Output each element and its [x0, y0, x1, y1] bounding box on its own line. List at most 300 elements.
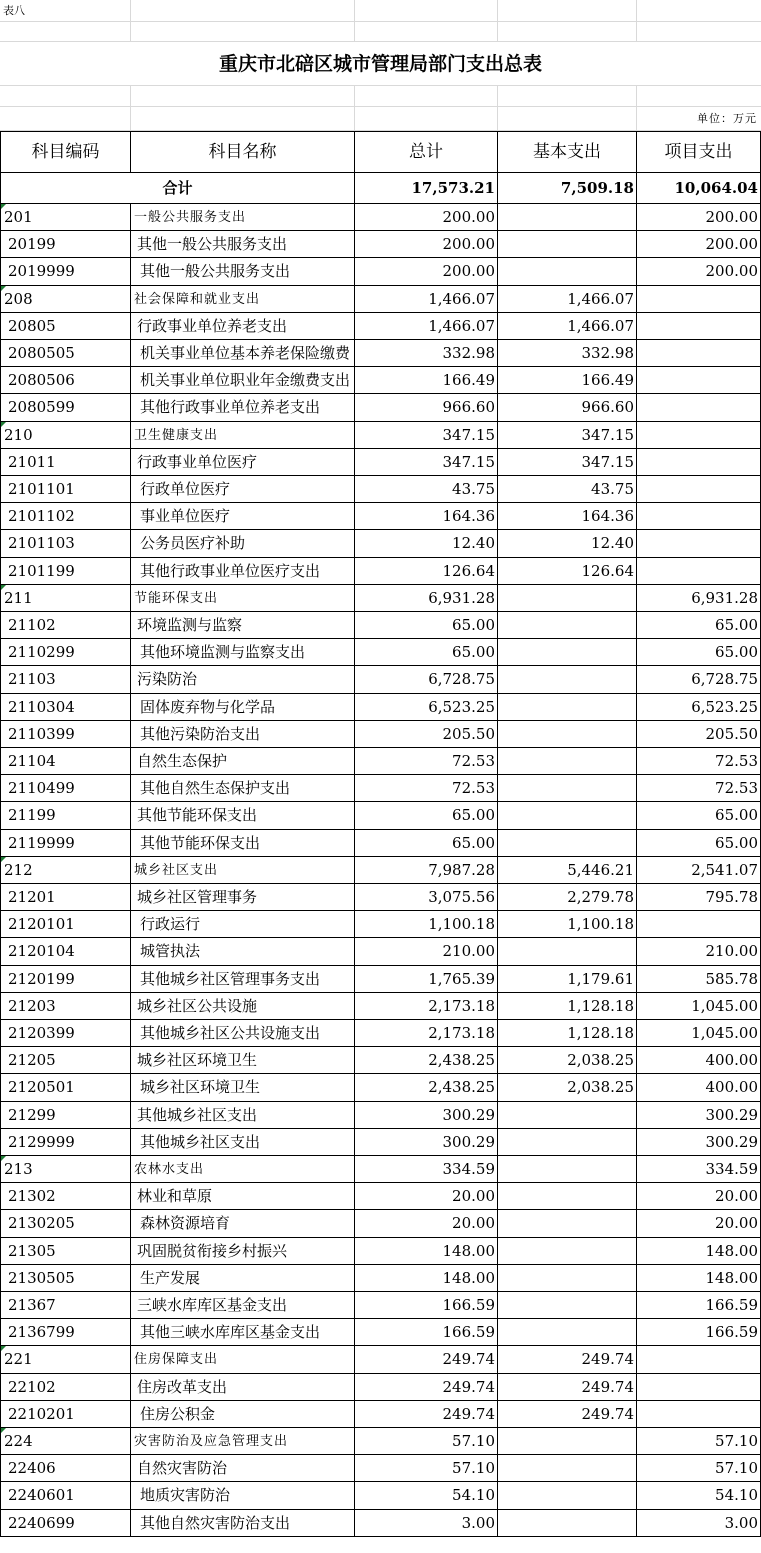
basic-amount: 164.36 — [498, 503, 637, 529]
table-row — [0, 1482, 761, 1509]
subject-code: 2080599 — [0, 394, 131, 420]
basic-amount — [498, 1482, 637, 1508]
subject-code: 21201 — [0, 884, 131, 910]
table-row — [0, 966, 761, 993]
table-number: 表八 — [0, 0, 131, 21]
subject-code: 2120101 — [0, 911, 131, 937]
total-amount: 300.29 — [355, 1102, 498, 1128]
table-row — [0, 1210, 761, 1237]
subject-name: 生产发展 — [131, 1265, 355, 1291]
subject-name: 机关事业单位基本养老保险缴费 — [131, 340, 355, 366]
total-amount: 200.00 — [355, 204, 498, 230]
total-amount: 1,765.39 — [355, 966, 498, 992]
project-amount: 2,541.07 — [637, 857, 761, 883]
subject-code: 21102 — [0, 612, 131, 638]
table-row — [0, 748, 761, 775]
project-amount: 20.00 — [637, 1183, 761, 1209]
subject-code: 2120399 — [0, 1020, 131, 1046]
table-row — [0, 1292, 761, 1319]
table-row — [0, 1129, 761, 1156]
basic-amount: 332.98 — [498, 340, 637, 366]
subject-name: 固体废弃物与化学品 — [131, 694, 355, 720]
subject-name: 其他一般公共服务支出 — [131, 258, 355, 284]
table-row — [0, 775, 761, 802]
total-amount: 2,438.25 — [355, 1047, 498, 1073]
subject-name: 森林资源培育 — [131, 1210, 355, 1236]
subject-name: 行政单位医疗 — [131, 476, 355, 502]
project-amount: 3.00 — [637, 1510, 761, 1536]
project-amount: 795.78 — [637, 884, 761, 910]
basic-amount — [498, 1183, 637, 1209]
project-amount: 72.53 — [637, 775, 761, 801]
project-amount: 57.10 — [637, 1428, 761, 1454]
subject-name: 城乡社区支出 — [131, 857, 355, 883]
subject-name: 农林水支出 — [131, 1156, 355, 1182]
subject-code: 2120501 — [0, 1074, 131, 1100]
table-row — [0, 802, 761, 829]
project-amount — [637, 1346, 761, 1372]
total-amount: 200.00 — [355, 231, 498, 257]
header-total: 总计 — [355, 132, 498, 172]
subject-code: 201 — [0, 204, 131, 230]
project-amount: 148.00 — [637, 1265, 761, 1291]
total-amount: 148.00 — [355, 1238, 498, 1264]
subject-code: 2240699 — [0, 1510, 131, 1536]
table-row — [0, 367, 761, 394]
project-amount: 400.00 — [637, 1047, 761, 1073]
table-row — [0, 857, 761, 884]
basic-amount: 347.15 — [498, 422, 637, 448]
basic-amount: 5,446.21 — [498, 857, 637, 883]
blank-row — [0, 86, 761, 107]
table-row — [0, 721, 761, 748]
subject-name: 其他节能环保支出 — [131, 830, 355, 856]
basic-amount — [498, 666, 637, 692]
subject-name: 其他城乡社区公共设施支出 — [131, 1020, 355, 1046]
subject-code: 2130505 — [0, 1265, 131, 1291]
total-amount: 1,466.07 — [355, 313, 498, 339]
basic-amount — [498, 258, 637, 284]
subject-name: 三峡水库库区基金支出 — [131, 1292, 355, 1318]
basic-amount — [498, 1129, 637, 1155]
project-amount — [637, 340, 761, 366]
basic-amount — [498, 231, 637, 257]
subject-code: 2129999 — [0, 1129, 131, 1155]
total-amount: 1,100.18 — [355, 911, 498, 937]
subject-code: 2101101 — [0, 476, 131, 502]
subject-name: 其他城乡社区支出 — [131, 1102, 355, 1128]
basic-amount — [498, 1455, 637, 1481]
table-row — [0, 476, 761, 503]
unit-row — [0, 107, 761, 131]
subject-code: 221 — [0, 1346, 131, 1372]
total-amount: 300.29 — [355, 1129, 498, 1155]
subject-code: 210 — [0, 422, 131, 448]
basic-amount — [498, 1510, 637, 1536]
project-amount — [637, 1401, 761, 1427]
basic-amount: 2,279.78 — [498, 884, 637, 910]
table-row — [0, 422, 761, 449]
subject-code: 21011 — [0, 449, 131, 475]
header-row — [0, 131, 761, 173]
subject-name: 城乡社区公共设施 — [131, 993, 355, 1019]
project-amount: 300.29 — [637, 1129, 761, 1155]
subject-name: 城乡社区环境卫生 — [131, 1074, 355, 1100]
table-row — [0, 1183, 761, 1210]
basic-amount: 12.40 — [498, 530, 637, 556]
table-row — [0, 394, 761, 421]
project-amount — [637, 422, 761, 448]
header-name: 科目名称 — [131, 132, 355, 172]
total-amount: 65.00 — [355, 612, 498, 638]
basic-amount — [498, 204, 637, 230]
table-row — [0, 1346, 761, 1373]
basic-amount: 166.49 — [498, 367, 637, 393]
total-amount: 164.36 — [355, 503, 498, 529]
table-row — [0, 666, 761, 693]
subject-name: 其他污染防治支出 — [131, 721, 355, 747]
subject-code: 20805 — [0, 313, 131, 339]
subject-name: 其他环境监测与监察支出 — [131, 639, 355, 665]
subject-code: 21299 — [0, 1102, 131, 1128]
basic-amount — [498, 1210, 637, 1236]
total-amount: 17,573.21 — [355, 173, 498, 203]
total-label: 合计 — [0, 173, 355, 203]
table-row — [0, 1074, 761, 1101]
subject-code: 208 — [0, 286, 131, 312]
basic-amount: 1,128.18 — [498, 993, 637, 1019]
total-amount: 2,438.25 — [355, 1074, 498, 1100]
project-amount: 334.59 — [637, 1156, 761, 1182]
total-row — [0, 173, 761, 204]
project-amount: 300.29 — [637, 1102, 761, 1128]
total-amount: 65.00 — [355, 639, 498, 665]
basic-amount: 2,038.25 — [498, 1074, 637, 1100]
table-row — [0, 1047, 761, 1074]
project-amount: 65.00 — [637, 612, 761, 638]
basic-amount: 966.60 — [498, 394, 637, 420]
subject-code: 2110499 — [0, 775, 131, 801]
total-amount: 148.00 — [355, 1265, 498, 1291]
subject-code: 2120199 — [0, 966, 131, 992]
total-amount: 249.74 — [355, 1401, 498, 1427]
total-amount: 126.64 — [355, 558, 498, 584]
project-amount: 1,045.00 — [637, 1020, 761, 1046]
basic-amount: 249.74 — [498, 1374, 637, 1400]
subject-code: 2210201 — [0, 1401, 131, 1427]
basic-amount — [498, 1265, 637, 1291]
subject-name: 社会保障和就业支出 — [131, 286, 355, 312]
total-amount: 334.59 — [355, 1156, 498, 1182]
project-amount: 65.00 — [637, 639, 761, 665]
table-row — [0, 639, 761, 666]
header-basic: 基本支出 — [498, 132, 637, 172]
project-amount — [637, 503, 761, 529]
project-amount: 400.00 — [637, 1074, 761, 1100]
subject-code: 21203 — [0, 993, 131, 1019]
subject-name: 自然灾害防治 — [131, 1455, 355, 1481]
subject-code: 21367 — [0, 1292, 131, 1318]
subject-code: 2130205 — [0, 1210, 131, 1236]
unit-label: 单位：万元 — [697, 112, 757, 125]
total-amount: 332.98 — [355, 340, 498, 366]
table-row — [0, 1374, 761, 1401]
subject-name: 其他行政事业单位养老支出 — [131, 394, 355, 420]
basic-amount: 347.15 — [498, 449, 637, 475]
project-amount: 6,523.25 — [637, 694, 761, 720]
total-amount: 166.59 — [355, 1292, 498, 1318]
subject-code: 213 — [0, 1156, 131, 1182]
table-row — [0, 530, 761, 557]
subject-code: 2101102 — [0, 503, 131, 529]
subject-name: 其他一般公共服务支出 — [131, 231, 355, 257]
total-amount: 3.00 — [355, 1510, 498, 1536]
project-amount: 72.53 — [637, 748, 761, 774]
basic-amount — [498, 612, 637, 638]
subject-name: 住房改革支出 — [131, 1374, 355, 1400]
table-row — [0, 911, 761, 938]
project-amount — [637, 1374, 761, 1400]
table-row — [0, 993, 761, 1020]
subject-name: 其他节能环保支出 — [131, 802, 355, 828]
subject-name: 其他行政事业单位医疗支出 — [131, 558, 355, 584]
project-amount: 6,931.28 — [637, 585, 761, 611]
project-amount: 20.00 — [637, 1210, 761, 1236]
subject-code: 21305 — [0, 1238, 131, 1264]
total-amount: 3,075.56 — [355, 884, 498, 910]
table-row — [0, 204, 761, 231]
header-code: 科目编码 — [0, 132, 131, 172]
subject-name: 住房保障支出 — [131, 1346, 355, 1372]
subject-name: 其他三峡水库库区基金支出 — [131, 1319, 355, 1345]
project-amount: 57.10 — [637, 1455, 761, 1481]
subject-name: 巩固脱贫衔接乡村振兴 — [131, 1238, 355, 1264]
table-row — [0, 258, 761, 285]
table-row — [0, 1102, 761, 1129]
subject-code: 2110399 — [0, 721, 131, 747]
title-row — [0, 42, 761, 86]
total-amount: 966.60 — [355, 394, 498, 420]
basic-amount: 126.64 — [498, 558, 637, 584]
project-amount: 210.00 — [637, 938, 761, 964]
subject-code: 2080505 — [0, 340, 131, 366]
table-number-row — [0, 0, 761, 22]
total-amount: 249.74 — [355, 1374, 498, 1400]
project-amount: 65.00 — [637, 802, 761, 828]
basic-amount — [498, 748, 637, 774]
subject-name: 城乡社区环境卫生 — [131, 1047, 355, 1073]
table-row — [0, 1401, 761, 1428]
project-amount: 148.00 — [637, 1238, 761, 1264]
subject-name: 行政事业单位医疗 — [131, 449, 355, 475]
basic-amount: 1,100.18 — [498, 911, 637, 937]
subject-code: 2019999 — [0, 258, 131, 284]
basic-amount — [498, 1319, 637, 1345]
basic-amount — [498, 830, 637, 856]
project-amount — [637, 367, 761, 393]
subject-code: 2110304 — [0, 694, 131, 720]
subject-code: 2136799 — [0, 1319, 131, 1345]
total-project: 10,064.04 — [637, 173, 761, 203]
subject-name: 城管执法 — [131, 938, 355, 964]
basic-amount — [498, 1102, 637, 1128]
project-amount — [637, 313, 761, 339]
total-amount: 166.49 — [355, 367, 498, 393]
subject-code: 21205 — [0, 1047, 131, 1073]
table-row — [0, 340, 761, 367]
total-amount: 20.00 — [355, 1210, 498, 1236]
total-amount: 54.10 — [355, 1482, 498, 1508]
project-amount — [637, 394, 761, 420]
total-amount: 2,173.18 — [355, 1020, 498, 1046]
project-amount: 200.00 — [637, 231, 761, 257]
project-amount: 200.00 — [637, 204, 761, 230]
subject-name: 其他自然生态保护支出 — [131, 775, 355, 801]
total-amount: 57.10 — [355, 1428, 498, 1454]
total-amount: 6,931.28 — [355, 585, 498, 611]
subject-code: 22406 — [0, 1455, 131, 1481]
total-amount: 72.53 — [355, 775, 498, 801]
total-amount: 2,173.18 — [355, 993, 498, 1019]
subject-code: 2080506 — [0, 367, 131, 393]
total-amount: 6,728.75 — [355, 666, 498, 692]
basic-amount: 1,128.18 — [498, 1020, 637, 1046]
subject-code: 212 — [0, 857, 131, 883]
project-amount — [637, 530, 761, 556]
subject-code: 2101199 — [0, 558, 131, 584]
subject-name: 卫生健康支出 — [131, 422, 355, 448]
subject-name: 其他城乡社区支出 — [131, 1129, 355, 1155]
page-title: 重庆市北碚区城市管理局部门支出总表 — [218, 53, 542, 75]
table-row — [0, 1020, 761, 1047]
subject-name: 节能环保支出 — [131, 585, 355, 611]
subject-name: 行政事业单位养老支出 — [131, 313, 355, 339]
basic-amount — [498, 938, 637, 964]
total-basic: 7,509.18 — [498, 173, 637, 203]
table-row — [0, 231, 761, 258]
table-row — [0, 884, 761, 911]
table-row — [0, 286, 761, 313]
project-amount — [637, 911, 761, 937]
table-row — [0, 830, 761, 857]
project-amount: 200.00 — [637, 258, 761, 284]
basic-amount — [498, 1238, 637, 1264]
table-row — [0, 1428, 761, 1455]
subject-code: 2120104 — [0, 938, 131, 964]
project-amount: 166.59 — [637, 1292, 761, 1318]
total-amount: 347.15 — [355, 449, 498, 475]
table-row — [0, 313, 761, 340]
project-amount — [637, 476, 761, 502]
basic-amount: 249.74 — [498, 1346, 637, 1372]
total-amount: 6,523.25 — [355, 694, 498, 720]
subject-name: 灾害防治及应急管理支出 — [131, 1428, 355, 1454]
project-amount: 585.78 — [637, 966, 761, 992]
total-amount: 43.75 — [355, 476, 498, 502]
subject-name: 环境监测与监察 — [131, 612, 355, 638]
total-amount: 7,987.28 — [355, 857, 498, 883]
table-row — [0, 585, 761, 612]
header-project: 项目支出 — [637, 132, 761, 172]
basic-amount — [498, 802, 637, 828]
basic-amount — [498, 585, 637, 611]
total-amount: 57.10 — [355, 1455, 498, 1481]
subject-code: 2240601 — [0, 1482, 131, 1508]
basic-amount: 1,466.07 — [498, 286, 637, 312]
subject-name: 其他城乡社区管理事务支出 — [131, 966, 355, 992]
total-amount: 1,466.07 — [355, 286, 498, 312]
subject-name: 机关事业单位职业年金缴费支出 — [131, 367, 355, 393]
table-row — [0, 1265, 761, 1292]
basic-amount: 2,038.25 — [498, 1047, 637, 1073]
basic-amount — [498, 639, 637, 665]
table-row — [0, 1455, 761, 1482]
subject-code: 211 — [0, 585, 131, 611]
total-amount: 200.00 — [355, 258, 498, 284]
subject-code: 21103 — [0, 666, 131, 692]
table-row — [0, 503, 761, 530]
project-amount — [637, 449, 761, 475]
subject-name: 林业和草原 — [131, 1183, 355, 1209]
table-row — [0, 1319, 761, 1346]
basic-amount — [498, 721, 637, 747]
project-amount: 65.00 — [637, 830, 761, 856]
total-amount: 72.53 — [355, 748, 498, 774]
table-row — [0, 1510, 761, 1537]
total-amount: 12.40 — [355, 530, 498, 556]
subject-code: 224 — [0, 1428, 131, 1454]
project-amount: 1,045.00 — [637, 993, 761, 1019]
subject-name: 一般公共服务支出 — [131, 204, 355, 230]
total-amount: 205.50 — [355, 721, 498, 747]
subject-name: 污染防治 — [131, 666, 355, 692]
project-amount: 166.59 — [637, 1319, 761, 1345]
basic-amount — [498, 1292, 637, 1318]
total-amount: 347.15 — [355, 422, 498, 448]
project-amount: 6,728.75 — [637, 666, 761, 692]
subject-code: 2119999 — [0, 830, 131, 856]
subject-code: 21302 — [0, 1183, 131, 1209]
subject-name: 住房公积金 — [131, 1401, 355, 1427]
project-amount — [637, 286, 761, 312]
table-row — [0, 449, 761, 476]
table-row — [0, 1238, 761, 1265]
basic-amount: 1,466.07 — [498, 313, 637, 339]
subject-code: 20199 — [0, 231, 131, 257]
basic-amount: 249.74 — [498, 1401, 637, 1427]
total-amount: 20.00 — [355, 1183, 498, 1209]
subject-name: 行政运行 — [131, 911, 355, 937]
subject-name: 其他自然灾害防治支出 — [131, 1510, 355, 1536]
basic-amount — [498, 1428, 637, 1454]
subject-code: 22102 — [0, 1374, 131, 1400]
project-amount: 205.50 — [637, 721, 761, 747]
subject-code: 2101103 — [0, 530, 131, 556]
basic-amount: 1,179.61 — [498, 966, 637, 992]
subject-code: 2110299 — [0, 639, 131, 665]
total-amount: 210.00 — [355, 938, 498, 964]
total-amount: 65.00 — [355, 830, 498, 856]
total-amount: 65.00 — [355, 802, 498, 828]
subject-code: 21104 — [0, 748, 131, 774]
total-amount: 249.74 — [355, 1346, 498, 1372]
subject-name: 事业单位医疗 — [131, 503, 355, 529]
table-row — [0, 1156, 761, 1183]
subject-name: 地质灾害防治 — [131, 1482, 355, 1508]
subject-name: 公务员医疗补助 — [131, 530, 355, 556]
basic-amount — [498, 1156, 637, 1182]
table-row — [0, 558, 761, 585]
